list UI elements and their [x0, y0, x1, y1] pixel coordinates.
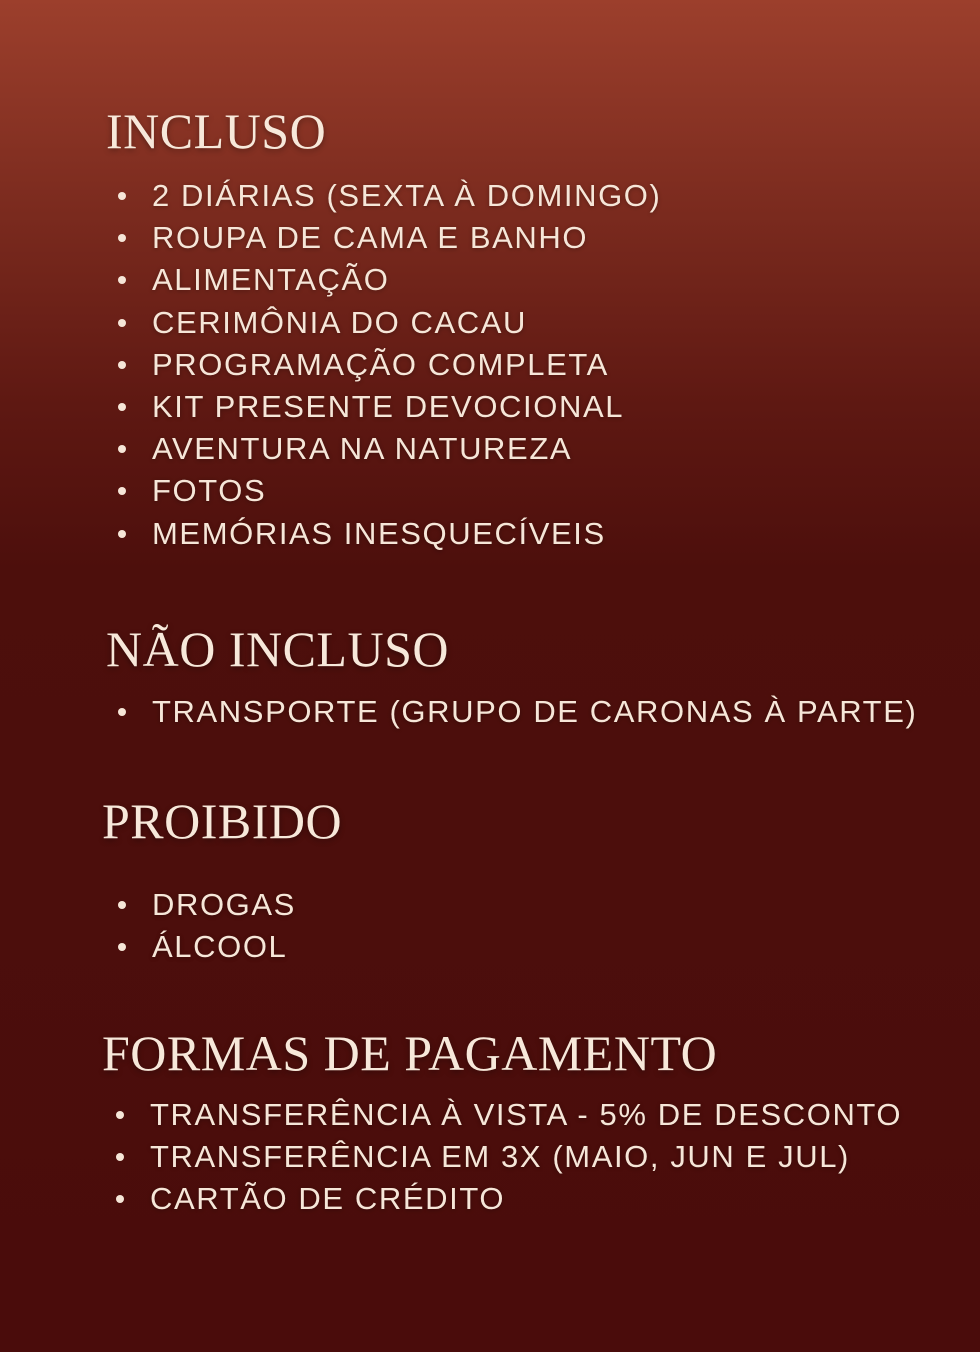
list-item-label: CARTÃO DE CRÉDITO — [150, 1181, 506, 1217]
bullet-icon — [118, 234, 126, 242]
list-item — [112, 926, 296, 968]
list-item — [110, 1136, 902, 1178]
list-item — [112, 513, 661, 555]
list-item-label: ÁLCOOL — [152, 929, 288, 965]
list-item-label: AVENTURA NA NATUREZA — [152, 431, 573, 467]
list-item-label: TRANSPORTE (GRUPO DE CARONAS À PARTE) — [152, 694, 918, 729]
list-item-label: MEMÓRIAS INESQUECÍVEIS — [152, 515, 606, 551]
list-formas-de-pagamento — [110, 1094, 902, 1221]
bullet-icon — [116, 1153, 124, 1161]
list-item-label: CERIMÔNIA DO CACAU — [152, 304, 528, 340]
bullet-icon — [116, 1195, 124, 1203]
bullet-icon — [118, 708, 126, 716]
list-item — [110, 1094, 902, 1136]
bullet-icon — [118, 192, 126, 200]
list-item-label: 2 DIÁRIAS (SEXTA À DOMINGO) — [152, 178, 662, 213]
bullet-icon — [118, 445, 126, 453]
bullet-icon — [118, 530, 126, 538]
list-item-label: ROUPA DE CAMA E BANHO — [152, 220, 589, 256]
list-item-label: DROGAS — [152, 887, 296, 922]
bullet-icon — [118, 276, 126, 284]
bullet-icon — [118, 901, 126, 909]
list-item — [112, 217, 661, 259]
bullet-icon — [118, 319, 126, 327]
list-item — [112, 386, 661, 428]
list-proibido — [112, 884, 296, 968]
list-item-label: PROGRAMAÇÃO COMPLETA — [152, 346, 609, 382]
list-item — [112, 259, 661, 301]
list-item — [112, 470, 661, 512]
list-item — [112, 428, 661, 470]
list-item-label: TRANSFERÊNCIA À VISTA - 5% DE DESCONTO — [150, 1097, 903, 1132]
list-item — [112, 302, 661, 344]
bullet-icon — [118, 943, 126, 951]
list-item — [112, 344, 661, 386]
list-item-label: TRANSFERÊNCIA EM 3X (MAIO, JUN E JUL) — [150, 1139, 850, 1175]
bullet-icon — [116, 1111, 124, 1119]
list-item — [110, 1178, 902, 1220]
heading-nao-incluso: NÃO INCLUSO — [106, 621, 449, 677]
heading-proibido: PROIBIDO — [102, 793, 343, 849]
bullet-icon — [118, 403, 126, 411]
list-item-label: FOTOS — [152, 473, 267, 509]
list-item — [112, 175, 661, 217]
list-nao-incluso — [112, 691, 917, 733]
list-incluso — [112, 175, 661, 555]
list-item — [112, 691, 917, 733]
bullet-icon — [118, 361, 126, 369]
list-item-label: ALIMENTAÇÃO — [152, 262, 390, 298]
heading-incluso: INCLUSO — [106, 103, 327, 159]
list-item-label: KIT PRESENTE DEVOCIONAL — [152, 388, 625, 424]
bullet-icon — [118, 487, 126, 495]
list-item — [112, 884, 296, 926]
heading-formas-de-pagamento: FORMAS DE PAGAMENTO — [102, 1025, 718, 1081]
